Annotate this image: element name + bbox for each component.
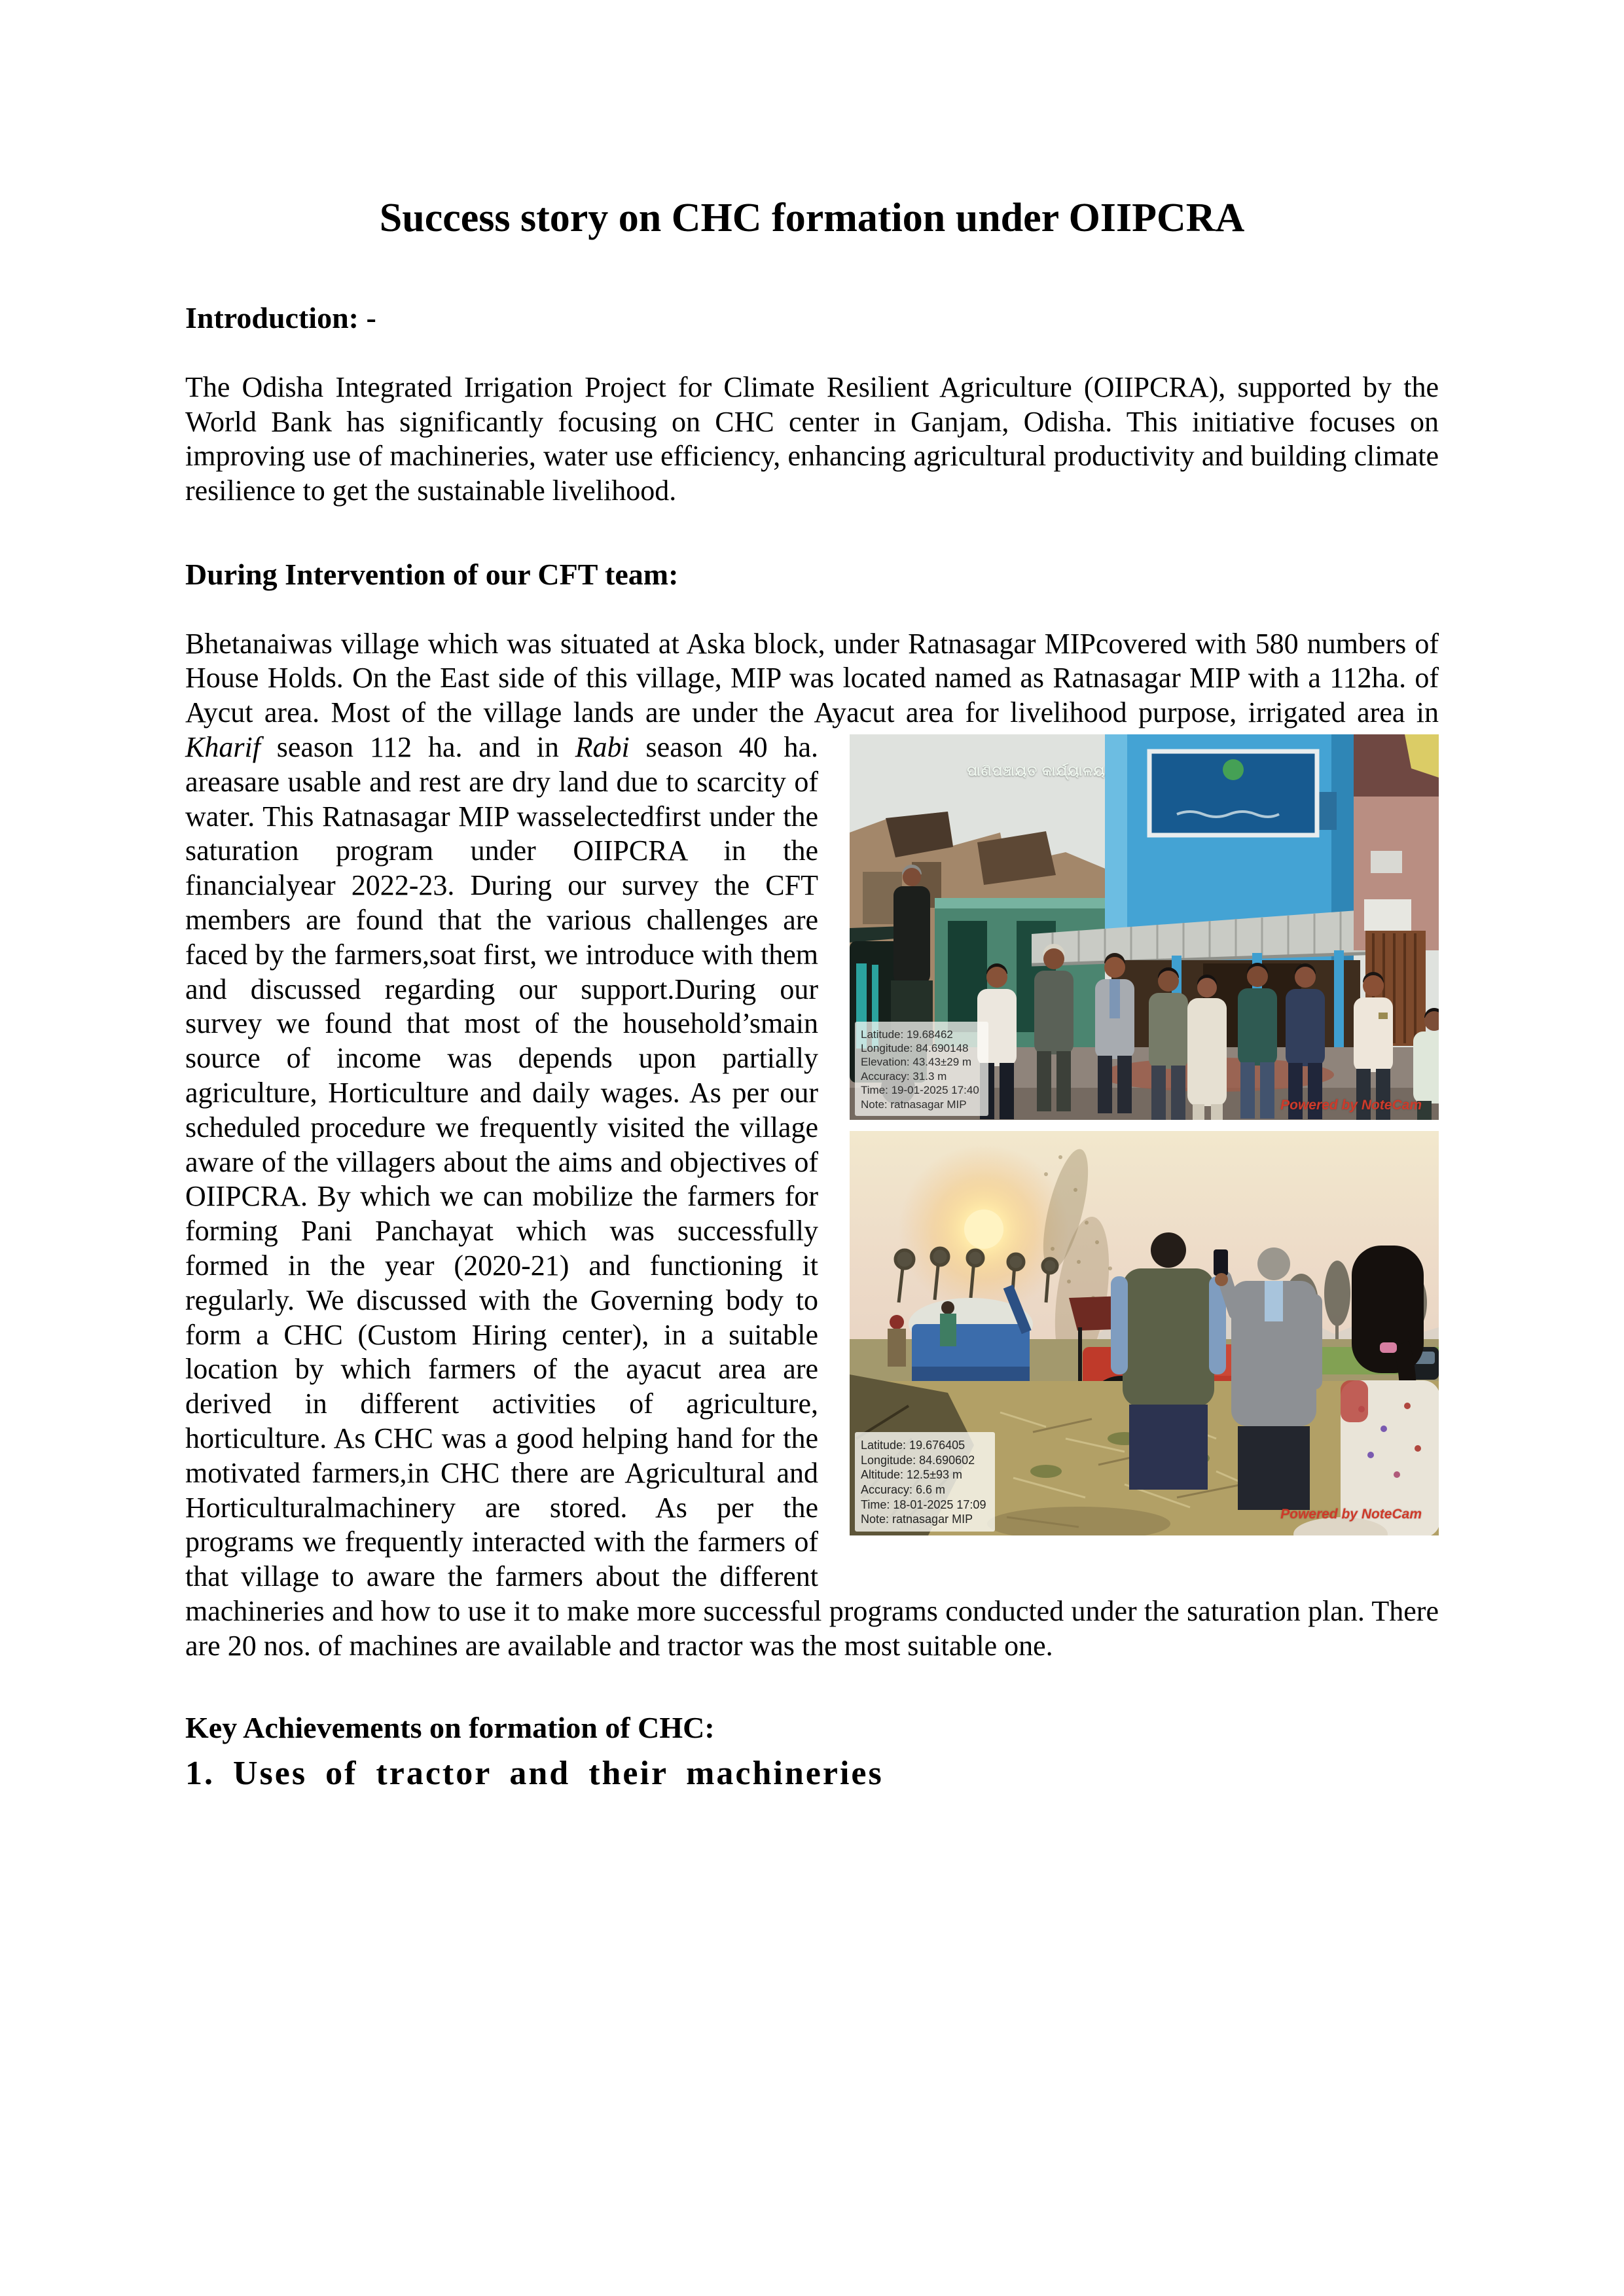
page-title: Success story on CHC formation under OIIPCRA	[379, 196, 1245, 240]
achievements-heading: Key Achievements on formation of CHC:	[185, 1710, 715, 1744]
geotag-elevation: Elevation: 43.43±29 m	[861, 1056, 972, 1069]
paragraph-text-1: Bhetanaiwas village which was situated at Aska block, under Ratnasagar MIPcovered with 580 numbers of House Holds. On the East side of this village, MIP was located named as Ratnasagar MIP with a 112ha. of Aycut area. Most of the village lands are under the Ayacut area for livelihood purpose,	[185, 627, 1439, 729]
intervention-paragraph	[185, 627, 1439, 1664]
geotag-note: Note: ratnasagar MIP	[861, 1513, 973, 1526]
geotag-time: Time: 18-01-2025 17:09	[861, 1498, 986, 1511]
paragraph-text-4: season 40 ha. areasare usable and rest are dry land due to scarcity of water. This Ratnasagar MIP wasselectedfirst under the saturation program under OIIPCRA in the financialyear 2022-23. During our survey the CFT members are found that the various challenges are faced by the farmers,soat first, we introduce with them and discussed regarding our support.During our survey we found that most of the household’smain source of income was depends upon partially agriculture, Horticulture and daily wages. As per our scheduled procedure we frequently visited the village aware of the villagers about the aims and objectives of OIIPCRA. By which we can mobilize the farmers for forming Pani Panchayat which was successfully formed in the year (2020-21) and functioning it regularly. We discussed with the Governing body to form a CHC (Custom Hiring center), in a suitable location by which farmers of the ayacut area are derived in different activities of agriculture, horticulture. As CHC was a good helping hand for the motivated farmers,in CHC there are Agricultural and Horticulturalmachinery are stored. As per the programs we frequently interacted with the farmers of that village to aware the farmers about the different machineries and how to use it to make more successful programs conducted under the saturation plan. There are 20 nos. of machines are available and tractor was the most suitable one.	[185, 731, 1439, 1662]
geotag-accuracy: Accuracy: 6.6 m	[861, 1483, 946, 1497]
notecam-watermark: Powered by NoteCam	[1280, 1506, 1422, 1522]
geotag-longitude: Longitude: 84.690148	[861, 1042, 969, 1055]
notecam-watermark: Powered by NoteCam	[1280, 1097, 1422, 1113]
paragraph-text-2: irrigated area in	[1248, 696, 1439, 729]
paragraph-text-3: season 112 ha. and in	[260, 731, 575, 764]
office-sign-text: ପାଣିପଞ୍ଚାୟତ କାର୍ଯ୍ୟାଳୟ	[967, 764, 1106, 780]
geotag-altitude: Altitude: 12.5±93 m	[861, 1468, 962, 1482]
geotag-accuracy: Accuracy: 31.3 m	[861, 1069, 947, 1083]
rabi-italic: Rabi	[575, 731, 630, 764]
achievements-item-1: 1. Uses of tractor and their machineries	[185, 1755, 884, 1793]
photo-pani-panchayat-office	[850, 734, 1439, 1120]
photo-column	[850, 734, 1439, 1535]
introduction-heading: Introduction: -	[185, 301, 376, 335]
geotag-time: Time: 19-01-2025 17:40	[861, 1084, 979, 1097]
photo2-geotag-overlay	[855, 1432, 995, 1532]
intervention-heading: During Intervention of our CFT team:	[185, 558, 679, 592]
geotag-longitude: Longitude: 84.690602	[861, 1453, 975, 1467]
geotag-latitude: Latitude: 19.68462	[861, 1028, 953, 1041]
geotag-latitude: Latitude: 19.676405	[861, 1439, 965, 1452]
kharif-italic: Kharif	[185, 731, 261, 764]
introduction-paragraph: The Odisha Integrated Irrigation Project for Climate Resilient Agriculture (OIIPCRA), supported by the World Bank has significantly focusing on CHC center in Ganjam, Odisha. This initiative focuses on improving use of machineries, water use efficiency, enhancing agricultural productivity and building climate resilience to get the sustainable livelihood.	[185, 370, 1439, 507]
photo1-geotag-overlay	[855, 1022, 988, 1116]
geotag-note: Note: ratnasagar MIP	[861, 1098, 967, 1111]
photo-tractor-field	[850, 1131, 1439, 1535]
